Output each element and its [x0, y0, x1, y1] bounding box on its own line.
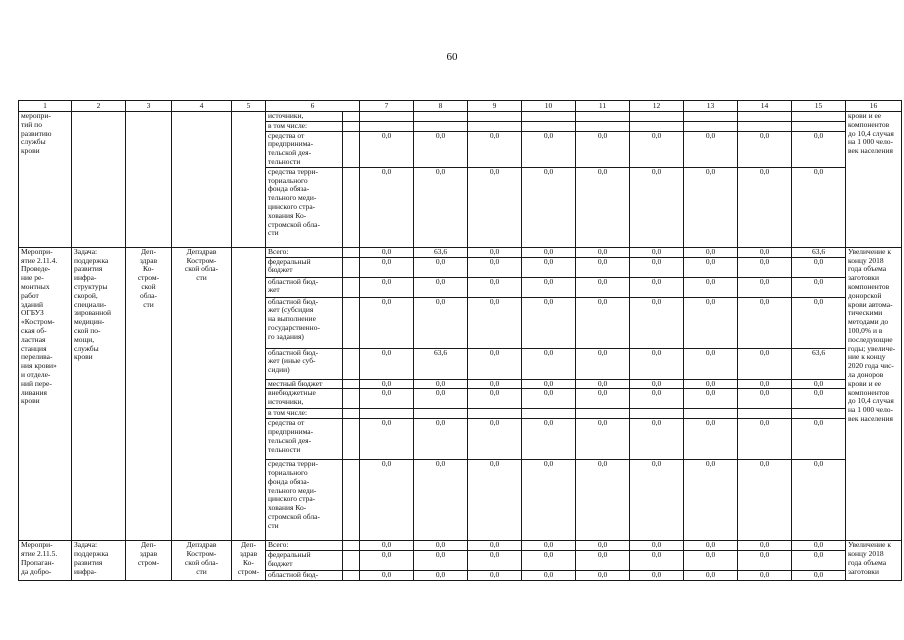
value-cell: 0,0 — [630, 257, 684, 277]
header-cell: 5 — [232, 101, 266, 112]
value-cell — [468, 121, 522, 131]
funding-source-cell: Всего: — [266, 541, 343, 551]
value-cell: 0,0 — [414, 419, 468, 460]
financing-table — [18, 100, 902, 581]
value-cell: 0,0 — [468, 257, 522, 277]
value-cell — [738, 121, 792, 131]
value-cell: 0,0 — [684, 460, 738, 541]
blank-cell — [343, 247, 360, 257]
value-cell — [684, 121, 738, 131]
value-cell: 0,0 — [792, 389, 846, 409]
value-cell: 0,0 — [414, 277, 468, 297]
value-cell: 0,0 — [630, 131, 684, 167]
table-row — [19, 541, 902, 551]
value-cell: 0,0 — [468, 460, 522, 541]
funding-source-cell: местный бюджет — [266, 379, 343, 389]
value-cell: 0,0 — [414, 297, 468, 348]
blank-cell — [343, 257, 360, 277]
value-cell: 0,0 — [792, 257, 846, 277]
table-row — [19, 247, 902, 257]
blank-cell — [343, 460, 360, 541]
header-cell: 6 — [266, 101, 360, 112]
value-cell: 0,0 — [576, 257, 630, 277]
funding-source-cell: в том числе: — [266, 409, 343, 419]
value-cell: 0,0 — [792, 167, 846, 247]
value-cell: 0,0 — [630, 550, 684, 570]
value-cell — [576, 409, 630, 419]
value-cell — [360, 121, 414, 131]
blank-cell — [343, 167, 360, 247]
value-cell: 0,0 — [360, 277, 414, 297]
funding-source-cell: средства от предпринима- тельской дея- тельности — [266, 131, 343, 167]
funding-source-cell: источники, — [266, 112, 343, 122]
blank-cell — [343, 297, 360, 348]
value-cell: 0,0 — [468, 541, 522, 551]
value-cell: 0,0 — [522, 379, 576, 389]
value-cell: 0,0 — [684, 131, 738, 167]
funding-source-cell: средства терри- ториального фонда обяза- тельного меди- цинского стра- хования Ко- стромской обла- сти — [266, 167, 343, 247]
value-cell — [792, 409, 846, 419]
blank-cell — [343, 348, 360, 379]
value-cell: 0,0 — [414, 167, 468, 247]
header-cell: 2 — [72, 101, 126, 112]
blank-cell — [343, 570, 360, 580]
value-cell: 0,0 — [360, 297, 414, 348]
result-cell: Увеличение к концу 2018 года объема заготовки — [846, 541, 902, 581]
value-cell: 0,0 — [360, 570, 414, 580]
blank-cell — [343, 379, 360, 389]
value-cell: 0,0 — [792, 419, 846, 460]
value-cell: 0,0 — [738, 419, 792, 460]
value-cell: 0,0 — [792, 297, 846, 348]
value-cell — [522, 409, 576, 419]
value-cell: 63,6 — [414, 247, 468, 257]
funding-source-cell: федеральный бюджет — [266, 550, 343, 570]
value-cell: 0,0 — [630, 247, 684, 257]
coexecutor-cell: Деп- здрав Ко- стром- — [232, 541, 266, 581]
value-cell: 0,0 — [630, 389, 684, 409]
value-cell: 0,0 — [468, 379, 522, 389]
value-cell: 0,0 — [684, 297, 738, 348]
funding-source-cell: в том числе: — [266, 121, 343, 131]
value-cell: 0,0 — [360, 389, 414, 409]
value-cell — [522, 112, 576, 122]
value-cell: 0,0 — [738, 131, 792, 167]
value-cell: 0,0 — [738, 379, 792, 389]
value-cell: 0,0 — [576, 277, 630, 297]
table-row — [19, 112, 902, 122]
value-cell: 0,0 — [792, 541, 846, 551]
value-cell — [792, 112, 846, 122]
task-cell: Задача: поддержка развития инфра- структуры скорой, специали- зированной медицин- ской по- мощи, службы крови — [72, 247, 126, 540]
value-cell: 0,0 — [360, 541, 414, 551]
executor-cell — [172, 112, 232, 248]
value-cell: 0,0 — [630, 541, 684, 551]
value-cell — [468, 112, 522, 122]
value-cell: 0,0 — [360, 550, 414, 570]
header-cell: 9 — [468, 101, 522, 112]
value-cell: 0,0 — [576, 460, 630, 541]
value-cell — [414, 409, 468, 419]
value-cell: 0,0 — [738, 550, 792, 570]
value-cell: 0,0 — [684, 277, 738, 297]
value-cell: 0,0 — [522, 131, 576, 167]
activity-cell: меропри- тий по развитию службы крови — [19, 112, 72, 248]
value-cell: 0,0 — [468, 131, 522, 167]
value-cell — [630, 121, 684, 131]
header-cell: 7 — [360, 101, 414, 112]
value-cell: 0,0 — [738, 389, 792, 409]
activity-cell: Меропри- ятие 2.11.4. Проведе- ние ре- монтных работ зданий ОГБУЗ «Костром- ская об- ластная станция перелива- ния крови» и отделе- ний пере- ливания крови — [19, 247, 72, 540]
value-cell: 0,0 — [468, 550, 522, 570]
value-cell — [360, 112, 414, 122]
value-cell: 0,0 — [360, 419, 414, 460]
value-cell — [468, 409, 522, 419]
blank-cell — [343, 112, 360, 122]
value-cell — [414, 121, 468, 131]
value-cell: 0,0 — [630, 379, 684, 389]
value-cell: 0,0 — [576, 419, 630, 460]
value-cell: 0,0 — [360, 460, 414, 541]
value-cell: 0,0 — [576, 550, 630, 570]
activity-cell: Меропри- ятие 2.11.5. Пропаган- да добро- — [19, 541, 72, 581]
value-cell: 0,0 — [738, 167, 792, 247]
coexecutor-cell — [232, 112, 266, 248]
value-cell: 0,0 — [630, 570, 684, 580]
header-row — [19, 101, 902, 112]
blank-cell — [343, 419, 360, 460]
value-cell: 0,0 — [468, 277, 522, 297]
blank-cell — [343, 131, 360, 167]
value-cell: 0,0 — [684, 167, 738, 247]
header-cell: 8 — [414, 101, 468, 112]
table-body — [19, 101, 902, 581]
value-cell — [414, 112, 468, 122]
value-cell — [576, 112, 630, 122]
header-cell: 12 — [630, 101, 684, 112]
value-cell: 63,6 — [414, 348, 468, 379]
value-cell: 0,0 — [630, 277, 684, 297]
value-cell: 0,0 — [576, 541, 630, 551]
value-cell: 0,0 — [414, 389, 468, 409]
value-cell: 0,0 — [792, 460, 846, 541]
value-cell — [630, 112, 684, 122]
value-cell: 0,0 — [738, 277, 792, 297]
coexecutor-cell — [232, 247, 266, 540]
blank-cell — [343, 409, 360, 419]
value-cell: 0,0 — [522, 460, 576, 541]
value-cell — [522, 121, 576, 131]
header-cell: 15 — [792, 101, 846, 112]
value-cell: 0,0 — [522, 389, 576, 409]
value-cell: 0,0 — [414, 257, 468, 277]
value-cell: 0,0 — [630, 419, 684, 460]
header-cell: 4 — [172, 101, 232, 112]
executor-cell: Депздрав Костром- ской обла- сти — [172, 247, 232, 540]
value-cell — [738, 409, 792, 419]
value-cell: 0,0 — [738, 257, 792, 277]
value-cell: 0,0 — [468, 419, 522, 460]
value-cell: 0,0 — [468, 570, 522, 580]
value-cell: 0,0 — [630, 297, 684, 348]
responsible-cell: Деп- здрав Ко- стром- ской обла- сти — [126, 247, 172, 540]
value-cell: 0,0 — [522, 419, 576, 460]
value-cell: 0,0 — [414, 131, 468, 167]
value-cell: 0,0 — [738, 460, 792, 541]
value-cell: 0,0 — [630, 167, 684, 247]
value-cell: 0,0 — [576, 379, 630, 389]
value-cell: 0,0 — [468, 297, 522, 348]
value-cell: 0,0 — [792, 379, 846, 389]
funding-source-cell: внебюджетные источники, — [266, 389, 343, 409]
value-cell: 0,0 — [576, 570, 630, 580]
value-cell: 0,0 — [792, 277, 846, 297]
value-cell — [792, 121, 846, 131]
value-cell: 0,0 — [684, 379, 738, 389]
value-cell: 0,0 — [522, 257, 576, 277]
value-cell: 0,0 — [684, 348, 738, 379]
value-cell: 0,0 — [738, 247, 792, 257]
value-cell: 0,0 — [738, 541, 792, 551]
header-cell: 3 — [126, 101, 172, 112]
executor-cell: Депздрав Костром- ской обла- сти — [172, 541, 232, 581]
value-cell: 0,0 — [576, 348, 630, 379]
value-cell: 0,0 — [360, 167, 414, 247]
header-cell: 13 — [684, 101, 738, 112]
blank-cell — [343, 541, 360, 551]
value-cell: 0,0 — [414, 550, 468, 570]
funding-source-cell: областной бюд- жет (иные суб- сидии) — [266, 348, 343, 379]
value-cell: 0,0 — [360, 131, 414, 167]
value-cell: 63,6 — [792, 348, 846, 379]
header-cell: 10 — [522, 101, 576, 112]
value-cell: 0,0 — [522, 570, 576, 580]
value-cell: 0,0 — [522, 297, 576, 348]
value-cell: 0,0 — [414, 541, 468, 551]
value-cell: 0,0 — [684, 247, 738, 257]
value-cell: 0,0 — [522, 277, 576, 297]
value-cell: 0,0 — [576, 167, 630, 247]
value-cell: 0,0 — [792, 570, 846, 580]
task-cell — [72, 112, 126, 248]
responsible-cell: Деп- здрав стром- — [126, 541, 172, 581]
header-cell: 11 — [576, 101, 630, 112]
value-cell: 0,0 — [360, 348, 414, 379]
blank-cell — [343, 550, 360, 570]
value-cell — [738, 112, 792, 122]
value-cell: 0,0 — [468, 389, 522, 409]
value-cell: 0,0 — [414, 379, 468, 389]
funding-source-cell: федеральный бюджет — [266, 257, 343, 277]
value-cell: 0,0 — [684, 541, 738, 551]
blank-cell — [343, 121, 360, 131]
value-cell: 0,0 — [576, 389, 630, 409]
value-cell: 0,0 — [684, 570, 738, 580]
funding-source-cell: областной бюд- жет — [266, 277, 343, 297]
result-cell: крови и ее компонентов до 10,4 случая на 1 000 чело- век населения — [846, 112, 902, 248]
value-cell: 0,0 — [738, 348, 792, 379]
value-cell — [630, 409, 684, 419]
value-cell: 0,0 — [576, 247, 630, 257]
value-cell: 0,0 — [738, 297, 792, 348]
header-cell: 1 — [19, 101, 72, 112]
blank-cell — [343, 277, 360, 297]
value-cell — [360, 409, 414, 419]
page-number: 60 — [446, 51, 458, 63]
value-cell: 0,0 — [576, 131, 630, 167]
value-cell: 0,0 — [684, 389, 738, 409]
task-cell: Задача: поддержка развития инфра- — [72, 541, 126, 581]
value-cell: 63,6 — [792, 247, 846, 257]
value-cell: 0,0 — [792, 131, 846, 167]
value-cell: 0,0 — [468, 167, 522, 247]
value-cell: 0,0 — [468, 247, 522, 257]
value-cell: 0,0 — [522, 348, 576, 379]
result-cell: Увеличение к концу 2018 года объема заготовки компонентов донорской крови автома- тическими методами до 100,0% и в последующие годы; увеличе- ние к концу 2020 года чис- ла доноров крови и ее компонентов до 10,4 случая на 1 000 чело- век населения — [846, 247, 902, 540]
value-cell: 0,0 — [468, 348, 522, 379]
value-cell: 0,0 — [360, 257, 414, 277]
responsible-cell — [126, 112, 172, 248]
value-cell: 0,0 — [684, 257, 738, 277]
funding-source-cell: областной бюд- — [266, 570, 343, 580]
header-cell: 16 — [846, 101, 902, 112]
value-cell — [684, 409, 738, 419]
value-cell: 0,0 — [684, 419, 738, 460]
value-cell — [684, 112, 738, 122]
value-cell: 0,0 — [522, 247, 576, 257]
value-cell: 0,0 — [522, 167, 576, 247]
funding-source-cell: Всего: — [266, 247, 343, 257]
value-cell — [576, 121, 630, 131]
value-cell: 0,0 — [792, 550, 846, 570]
value-cell: 0,0 — [630, 460, 684, 541]
value-cell: 0,0 — [630, 348, 684, 379]
value-cell: 0,0 — [414, 570, 468, 580]
header-cell: 14 — [738, 101, 792, 112]
blank-cell — [343, 389, 360, 409]
funding-source-cell: средства терри- ториального фонда обяза- тельного меди- цинского стра- хования Ко- стромской обла- сти — [266, 460, 343, 541]
funding-source-cell: средства от предпринима- тельской дея- тельности — [266, 419, 343, 460]
value-cell: 0,0 — [522, 541, 576, 551]
value-cell: 0,0 — [684, 550, 738, 570]
value-cell: 0,0 — [522, 550, 576, 570]
value-cell: 0,0 — [414, 460, 468, 541]
value-cell: 0,0 — [360, 247, 414, 257]
value-cell: 0,0 — [360, 379, 414, 389]
value-cell: 0,0 — [738, 570, 792, 580]
funding-source-cell: областной бюд- жет (субсидия на выполнение государственно- го задания) — [266, 297, 343, 348]
value-cell: 0,0 — [576, 297, 630, 348]
